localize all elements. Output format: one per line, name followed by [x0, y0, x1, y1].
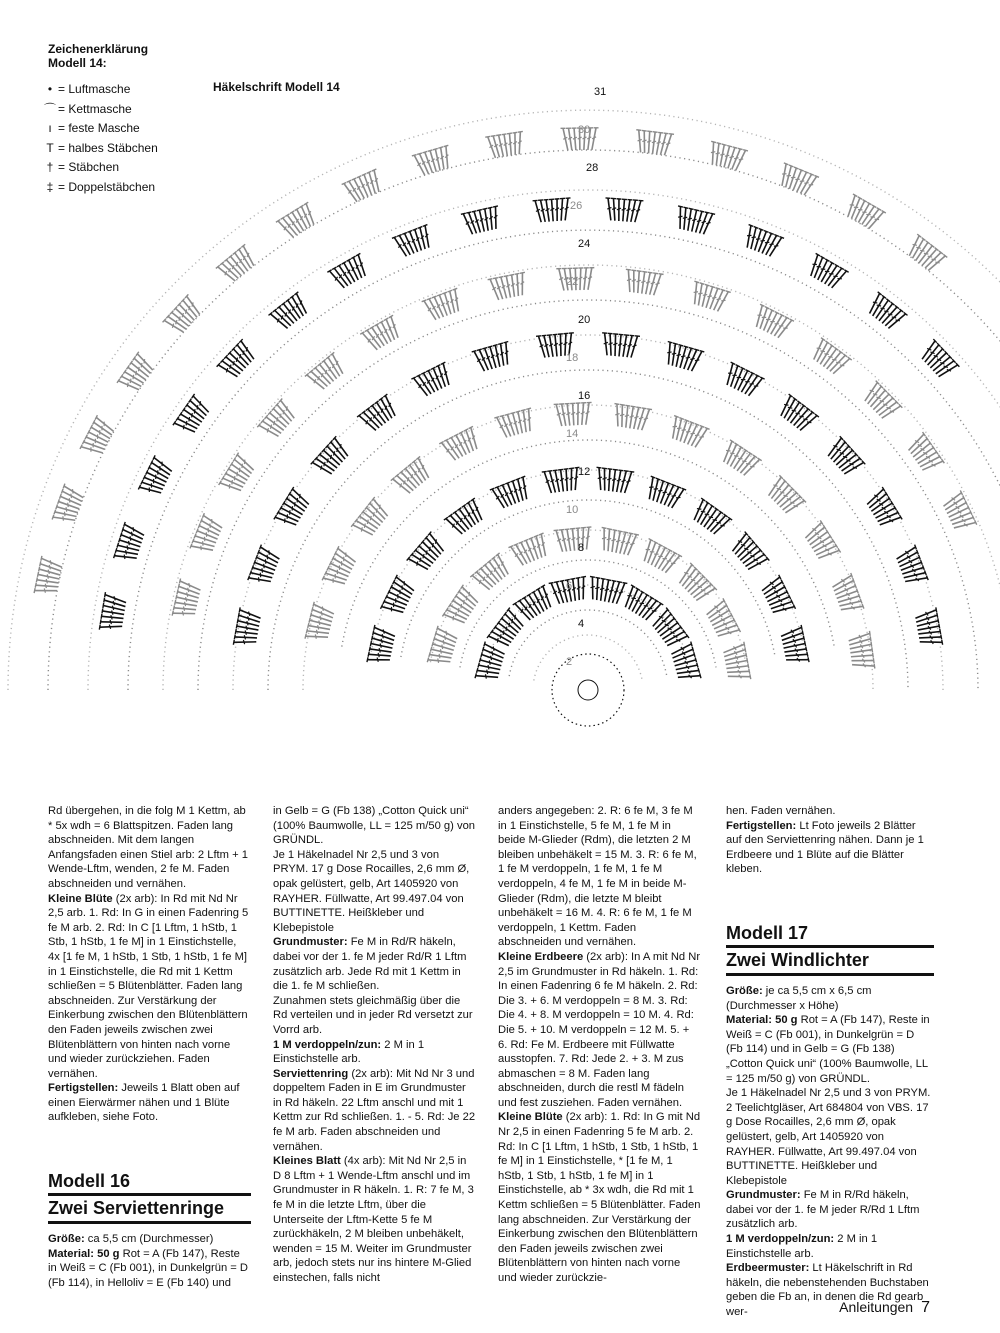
paragraph: Serviettenring (2x arb): Mit Nd Nr 3 und doppeltem Faden in E im Grundmuster in Rd häkeln. 22 Lftm anschl und mit 1 Kettm zur Rd schließen. 1. - 5. Rd: Je 22 fe M arb. Faden abschneiden und vernähen. — [273, 1067, 476, 1153]
paragraph: 1 M verdoppeln/zun: 2 M in 1 Einstichstelle arb. — [273, 1038, 425, 1066]
stitch-group — [360, 315, 404, 353]
stitch-group — [706, 141, 748, 172]
stitch-group — [233, 607, 261, 648]
magic-ring — [578, 680, 598, 700]
stitch-group — [894, 545, 928, 588]
stitch-group — [327, 253, 371, 291]
text-column-4 — [726, 804, 934, 1320]
stitch-group — [759, 575, 796, 619]
stitch-group — [688, 281, 731, 313]
legend-title: Zeichenerklärung — [48, 42, 149, 56]
stitch-group — [138, 455, 175, 499]
stitch-group — [741, 225, 784, 259]
round-number-label: 31 — [594, 86, 607, 98]
round-number-label: 16 — [578, 390, 591, 402]
stitch-group — [219, 453, 258, 497]
paragraph: Fertigstellen: Jeweils 1 Blatt oben auf einen Eierwärmer nähen und 1 Blüte aufkleben, siehe Foto. — [48, 1082, 240, 1124]
round-number-label: 30 — [578, 124, 591, 136]
paragraph: Kleine Erdbeere (2x arb): In A mit Nd Nr 2,5 im Grundmuster in Rd häkeln. 1. Rd: In einen Fadenring 6 fe M häkeln. 2. Rd: Die 3. + 6. M verdoppeln = 8 M. 3. Rd: Die 4. + 8. M verdoppeln = 10 M. 4. Rd: Die 5. + 10. M verdoppeln = 12 M. 5. + 6. Rd: Fe M. Erdbeere mit Füllwatte ausstopfen. 7. Rd: Jede 2. + 3. M zus abmaschen = 8 M. Faden lang abschneiden, durch die restl M fädeln und fest zusziehen. Faden vernähen. — [498, 950, 701, 1109]
round-number-label: 14 — [566, 428, 579, 440]
page-footer — [839, 1299, 930, 1317]
stitch-group — [411, 362, 455, 399]
stitch-group — [594, 467, 634, 494]
stitch-group — [163, 294, 205, 337]
stitch-group — [673, 206, 715, 236]
paragraph: in Gelb = G (Fb 138) „Cotton Quick uni“ (100% Baumwolle, LL = 125 m/50 g) von GRÜNDL. — [273, 805, 476, 847]
legend-heading — [48, 42, 148, 70]
stitch-group — [802, 520, 841, 564]
legend-row: • = Luftmasche — [42, 80, 158, 100]
stitch-group — [367, 625, 396, 667]
stitch-group — [439, 426, 483, 463]
page-number: 7 — [921, 1299, 930, 1316]
chart-title: Häkelschrift Modell 14 — [213, 80, 340, 94]
stitch-group — [662, 342, 705, 374]
stitch-group — [554, 527, 594, 553]
chain-round — [233, 335, 943, 690]
stitch-group — [99, 592, 127, 633]
paragraph: 1 M verdoppeln/zun: 2 M in 1 Einstichstelle arb. — [726, 1233, 878, 1260]
paragraph: Je 1 Häkelnadel Nr 2,5 und 3 von PRYM. 2 Teelichtgläser, Art 684804 von VBS. 17 g Dose Rocailles, 2,6 mm Ø, opak gelüstert, gelb, Art 1405920 von RAYHER. Füllwatte, Art 99.497.04 von BUTTINETTE. Heißkleber und Klebepistole — [726, 1087, 931, 1187]
stitch-group — [442, 585, 481, 629]
round-number-label: 8 — [578, 542, 585, 554]
stitch-group — [914, 607, 942, 648]
stitch-group — [485, 131, 526, 158]
paragraph: Kleines Blatt (4x arb): Mit Nd Nr 2,5 in D 8 Lftm + 1 Wende-Lftm anschl und im Grundmuster in R häkeln. 1. R: 7 fe M, 3 fe M in die letzte Lftm, über die Unterseite der Lftm-Kette 5 fe M zurückhäkeln, 2 M bleiben unbehäkelt, wenden = 15 M. Weiter im Grundmuster arb, jedoch stets nur ins hintere M-Glied einstechen, falls nicht — [273, 1155, 474, 1284]
stitch-group — [472, 342, 515, 374]
paragraph: Fertigstellen: Lt Foto jeweils 2 Blätter auf den Serviettenring nähen. Dann je 1 Erdbeere und 1 Blüte auf die Blätter kleben. — [726, 819, 924, 876]
stitch-group — [675, 563, 717, 606]
chain-round — [371, 470, 804, 652]
center-ring — [552, 654, 624, 726]
round-number-label: 10 — [566, 504, 579, 516]
single-crochet-tick-icon: ı — [48, 121, 52, 135]
stitch-group — [508, 533, 552, 568]
chain-round — [430, 530, 745, 662]
paragraph: Grundmuster: Fe M in R/Rd häkeln, dabei vor der 1. fe M jeder R/Rd 1 Lftm zusätzlich arb. — [726, 1189, 920, 1231]
text-column-3 — [498, 804, 701, 1286]
stitch-group — [422, 288, 465, 322]
stitch-group — [600, 333, 640, 358]
stitch-group — [117, 352, 157, 396]
stitch-group — [750, 304, 794, 341]
round-number-label: 26 — [570, 200, 583, 212]
paragraph: Zunahmen stets gleichmäßig über die Rd verteilen und in jeder Rd versetzt zur Vorrd arb. — [273, 994, 473, 1036]
footer-section: Anleitungen — [839, 1299, 914, 1315]
stitch-group — [643, 476, 686, 510]
stitch-group — [780, 625, 809, 667]
paragraph: Je 1 Häkelnadel Nr 2,5 und 3 von PRYM. 17 g Dose Rocailles, 2,6 mm Ø, opak gelüstert, gelb, Art 1405920 von RAYHER. Füllwatte, Art 99.497.04 von BUTTINETTE. Heißkleber und Klebepistole — [273, 848, 470, 934]
stitch-group — [805, 253, 849, 291]
stitch-group — [461, 206, 503, 236]
section-model-number: Modell 16 — [48, 1171, 131, 1192]
stitch-group — [248, 545, 282, 588]
double-crochet-icon: † — [46, 160, 54, 174]
chain-stitch-dot-icon: • — [47, 82, 53, 96]
stitch-group — [190, 513, 225, 556]
round-number-label: 12 — [578, 466, 591, 478]
stitch-group — [444, 498, 488, 538]
stitch-group — [586, 576, 627, 605]
section-title: Zwei Serviettenringe — [48, 1196, 251, 1224]
stitch-group — [217, 339, 259, 382]
stitch-group — [597, 527, 639, 556]
stitch-group — [917, 339, 959, 382]
stitch-group — [623, 269, 664, 296]
stitch-group — [216, 244, 259, 285]
legend-model: Modell 14: — [48, 56, 107, 70]
paragraph: Rd übergehen, in die folg M 1 Kettm, ab * 5x wdh = 6 Blattspitzen. Faden lang abschneiden. Mit dem langen Anfangsfaden einen Stiel arb: 2 Lftm + 1 Wende-Lftm, wenden, 2 fe M. Faden abschneiden und vernähen. — [48, 805, 248, 890]
round-number-label: 2 — [566, 656, 573, 668]
slip-stitch-arc-icon: ⌒ — [43, 101, 56, 116]
stitch-group — [619, 585, 663, 624]
legend-row: † = Stäbchen — [42, 158, 158, 178]
chain-round — [534, 635, 642, 680]
stitch-group — [830, 573, 864, 616]
round-number-label: 28 — [586, 162, 599, 174]
text-column-1 — [48, 804, 251, 1290]
stitch-group — [604, 198, 644, 223]
paragraph: Material: 50 g Rot = A (Fb 147), Reste in Weiß = C (Fb 001), in Dunkelgrün = D (Fb 114) und in Gelb = G (Fb 138) „Cotton Quick uni“ (100% Baumwolle, LL = 125 m/50 g) von GRÜNDL. — [726, 1014, 930, 1085]
stitch-group — [391, 456, 434, 497]
stitch-group — [513, 585, 557, 624]
stitch-group — [114, 522, 147, 565]
stitch-group — [427, 626, 459, 669]
stitch-group — [494, 408, 536, 439]
round-number-label: 6 — [566, 580, 573, 592]
stitch-group — [634, 130, 674, 156]
stitch-group — [905, 432, 945, 476]
stitch-group — [703, 598, 740, 642]
stitch-group — [380, 575, 417, 619]
round-number-label: 22 — [566, 276, 579, 288]
paragraph: Grundmuster: Fe M in Rd/R häkeln, dabei vor der 1. fe M jeder Rd/R 1 Lftm zusätzlich arb. Jede Rd mit 1 Kettm in die 1. fe M schließen. — [273, 936, 467, 993]
stitch-group — [722, 642, 751, 683]
paragraph: hen. Faden vernähen. — [726, 805, 836, 817]
paragraph: Kleine Blüte (2x arb): In Rd mit Nd Nr 2,5 arb. 1. Rd: In G in einen Fadenring 5 fe M arb. 2. Rd: In C [1 Lftm, 1 hStb, 1 Stb, 1 hStb, 1 fe M] in 1 Einstichstelle, 4x [1 fe M, 1 hStb, 1 Stb, 1 hStb, 1 fe M] in 1 Einstichstelle, die Rd mit 1 Kettm schließen = 5 Blütenblätter. Faden lang abschneiden. Zur Verstärkung der Einkerbung zwischen den Blütenblättern den Faden jeweils zwischen zwei Blütenblättern von hinten nach vorne und wieder zurückziehen. Faden vernähen. — [48, 892, 249, 1080]
legend-row: T = halbes Stäbchen — [42, 139, 158, 159]
round-number-label: 18 — [566, 352, 579, 364]
stitch-group — [611, 404, 652, 432]
stitch-group — [533, 198, 573, 223]
round-number-label: 24 — [578, 238, 591, 250]
stitch-group — [172, 579, 202, 621]
stitch-group — [305, 602, 336, 644]
round-number-label: 4 — [578, 618, 585, 630]
stitch-group — [670, 642, 701, 685]
chain-round — [485, 585, 692, 672]
paragraph: Kleine Blüte (2x arb): 1. Rd: In G mit Nd Nr 2,5 in einen Fadenring 5 fe M arb. 2. Rd: In C [1 Lftm, 1 hStb, 1 Stb, 1 hStb, 1 fe M] in 1 Einstichstelle, * [1 fe M, 1 hStb, 1 Stb, 1 hStb, 1 fe M] in 1 Einstichstelle, ab * 3x wdh, die Rd mit 1 Kettm schließen = 5 Blütenblätter. Faden lang abschneiden. Zur Verstärkung der Einkerbung zwischen den Blütenblättern den Faden jeweils zwischen zwei Blütenblättern von hinten nach vorne und wieder zurückzie- — [498, 1111, 701, 1284]
treble-crochet-icon: ‡ — [46, 179, 54, 194]
stitch-group — [666, 416, 709, 450]
stitch-group — [940, 490, 976, 534]
stitch-group — [688, 498, 732, 538]
stitch-group — [173, 394, 213, 438]
stitch-group — [863, 487, 902, 531]
stitch-group — [392, 225, 435, 259]
stitch-group — [274, 487, 313, 531]
stitch-group — [721, 362, 765, 399]
stitch-group — [638, 539, 682, 576]
stitch-group — [542, 467, 582, 494]
section-model-number: Modell 17 — [726, 922, 809, 943]
stitch-group — [488, 272, 530, 301]
paragraph: Material: 50 g Rot = A (Fb 147), Reste in Weiß = C (Fb 001), in Dunkelgrün = D (Fb 114), in Helloliv = E (Fb 140) und — [48, 1247, 249, 1289]
paragraph: anders angegeben: 2. R: 6 fe M, 3 fe M in 1 Einstichstelle, 5 fe M, 1 fe M in beide M-Glieder (Rdm), die letzten 2 M bleiben unbehäkelt = 15 M. 3. R: 6 fe M, 1 fe M verdoppeln, 1 fe M, 1 fe M verdoppeln, 4 fe M, 1 fe M in beide M-Glieder (Rdm), die letzte M bleibt unbehäkelt = 16 M. 4. R: 6 fe M, 1 fe M verdoppeln, 1 Kettm. Faden abschneiden und vernähen. — [498, 805, 697, 949]
stitch-group — [490, 476, 533, 510]
round-number-label: 20 — [578, 314, 591, 326]
half-double-crochet-icon: T — [46, 140, 54, 155]
chain-round — [509, 610, 667, 676]
legend-row: ‡ = Doppelstäbchen — [42, 178, 158, 198]
stitch-group — [311, 436, 353, 479]
stitch-group — [823, 436, 865, 479]
stitch-group — [475, 642, 506, 685]
stitch-group — [34, 556, 63, 598]
text-column-2 — [273, 804, 476, 1286]
stitch-group — [322, 546, 359, 590]
legend-row: ı = feste Masche — [42, 119, 158, 139]
paragraph: Größe: je ca 5,5 cm x 6,5 cm (Durchmesser x Höhe) — [726, 984, 872, 1012]
stitch-group — [864, 292, 907, 333]
section-title: Zwei Windlichter — [726, 948, 934, 976]
stitch-group — [764, 475, 806, 518]
legend-row: ⌒ = Kettmasche — [42, 100, 158, 120]
stitch-group — [808, 338, 852, 378]
paragraph: Erdbeermuster: Lt Häkelschrift in Rd häkeln, die nebenstehenden Buchstaben geben die Fb an, in denen die Rd gearb wer- — [726, 1262, 929, 1319]
stitch-group — [728, 532, 769, 575]
symbol-legend — [42, 80, 158, 197]
paragraph: Größe: ca 5,5 cm (Durchmesser) — [48, 1233, 214, 1246]
stitch-group — [305, 352, 348, 393]
